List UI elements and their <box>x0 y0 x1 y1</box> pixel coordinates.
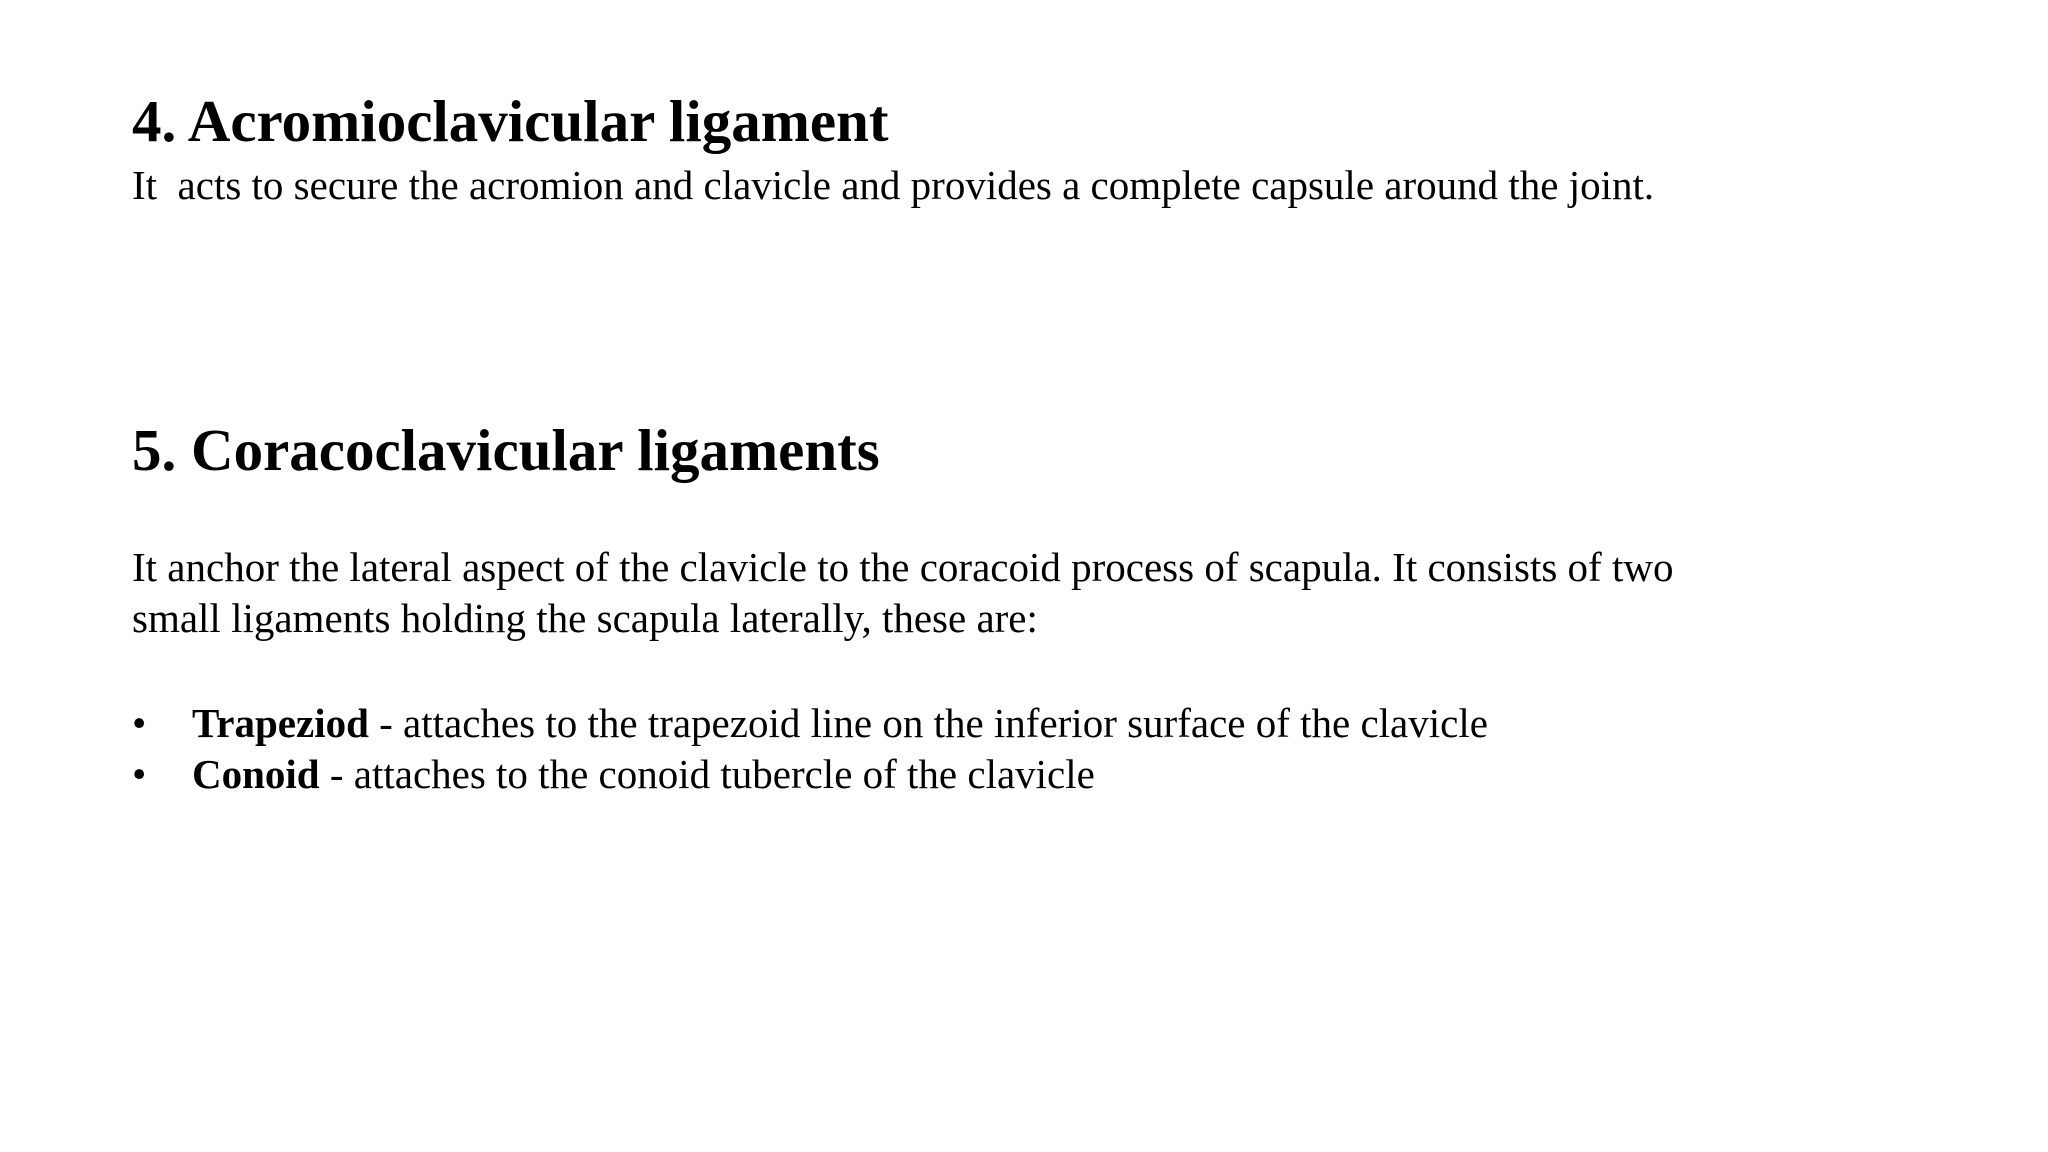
section-heading-coracoclavicular: 5. Coracoclavicular ligaments <box>132 417 880 483</box>
bullet-icon: • <box>132 700 147 746</box>
section-text-line-1: It anchor the lateral aspect of the clavicle to the coracoid process of scapula. It consists of two <box>132 544 1674 590</box>
list-item-term: Conoid <box>192 751 320 797</box>
bullet-icon: • <box>132 751 147 797</box>
list-item-description: - attaches to the conoid tubercle of the clavicle <box>319 751 1095 797</box>
list-item-term: Trapeziod <box>192 700 369 746</box>
section-text-acromioclavicular: It acts to secure the acromion and clavicle and provides a complete capsule around the joint. <box>132 162 1655 208</box>
section-text-line-2: small ligaments holding the scapula laterally, these are: <box>132 595 1038 641</box>
list-item-trapeziod <box>132 698 1488 749</box>
ligament-list <box>132 698 1488 800</box>
list-item-description: - attaches to the trapezoid line on the inferior surface of the clavicle <box>368 700 1488 746</box>
section-heading-acromioclavicular: 4. Acromioclavicular ligament <box>132 88 889 154</box>
section-text-coracoclavicular <box>132 542 1673 644</box>
list-item-conoid <box>132 749 1488 800</box>
